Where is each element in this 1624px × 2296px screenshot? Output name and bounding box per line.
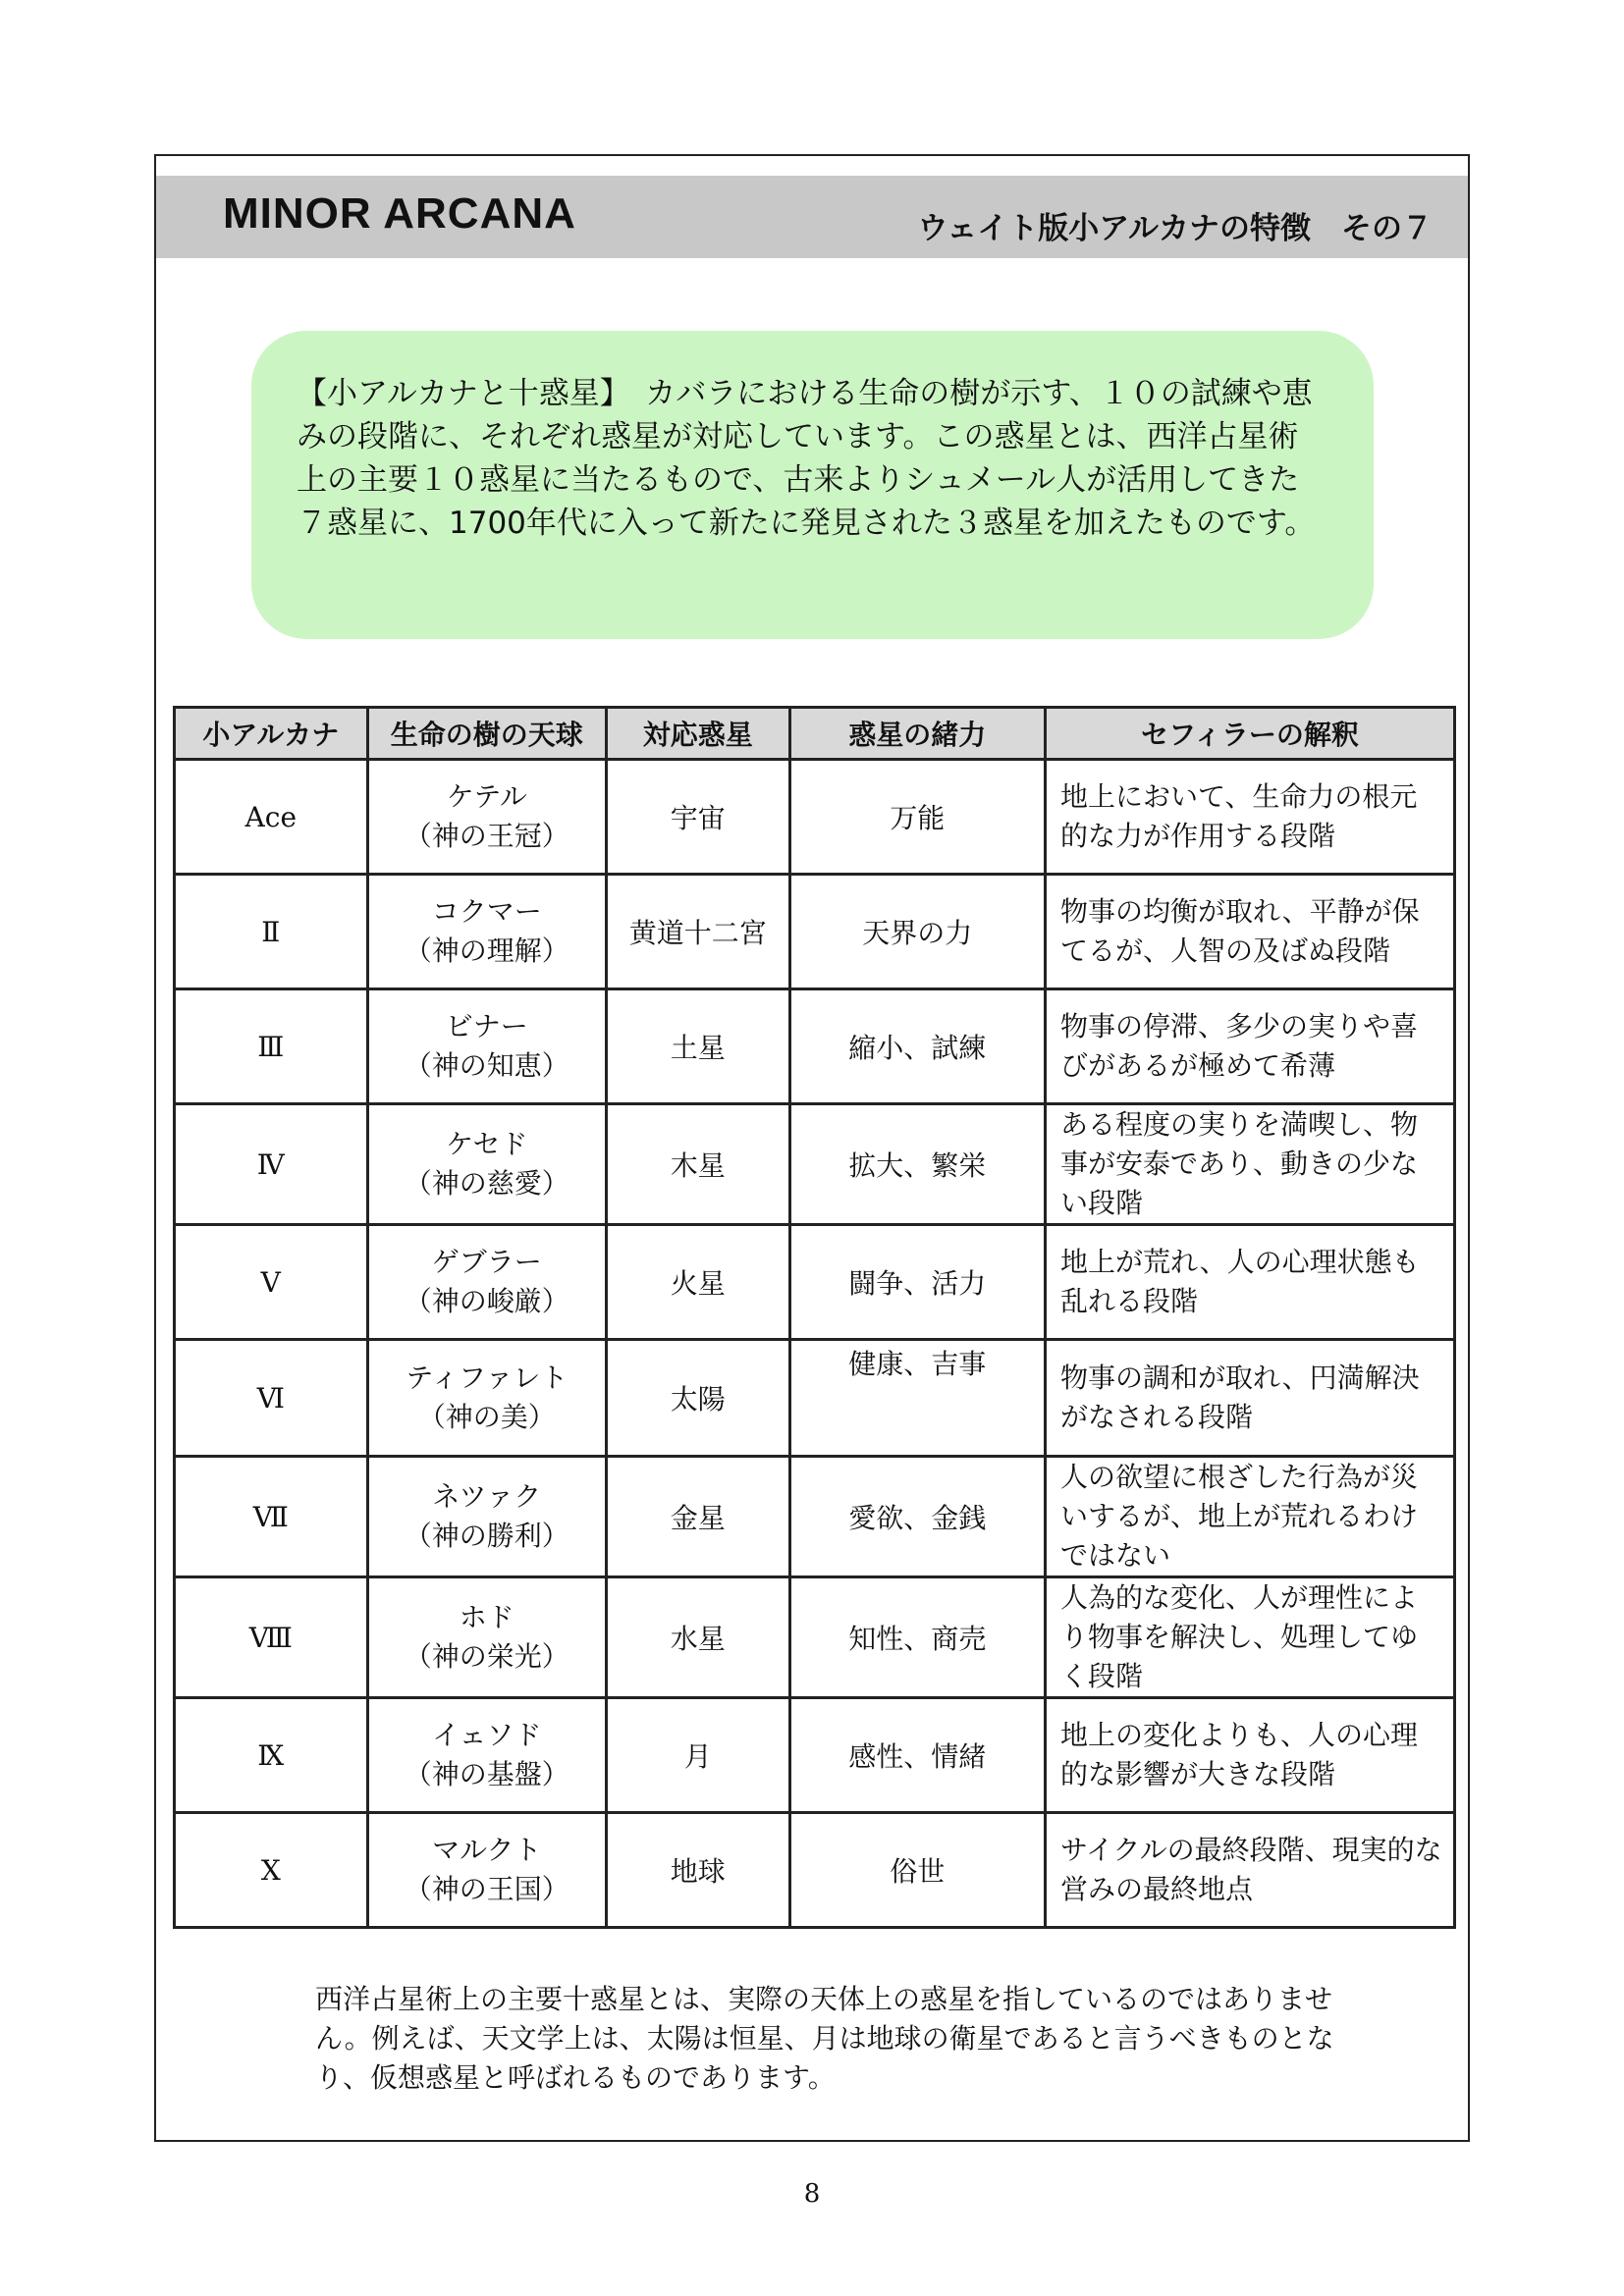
arcana-cell: Ace: [175, 760, 368, 875]
planet-cell: 宇宙: [607, 760, 790, 875]
sphere-cell: [367, 1698, 606, 1813]
interpretation-cell: 人為的な変化、人が理性により物事を解決し、処理してゆく段階: [1045, 1577, 1454, 1698]
header-arcana: 小アルカナ: [175, 708, 368, 760]
arcana-cell: Ⅱ: [175, 875, 368, 989]
sphere-god: （神の王国）: [404, 1873, 569, 1905]
power-cell: 拡大、繁栄: [789, 1104, 1045, 1225]
arcana-cell: Ⅶ: [175, 1457, 368, 1577]
interpretation-cell: 物事の均衡が取れ、平静が保てるが、人智の及ばぬ段階: [1045, 875, 1454, 989]
table-row: [175, 1813, 1455, 1928]
arcana-cell: Ⅸ: [175, 1698, 368, 1813]
planet-cell: 木星: [607, 1104, 790, 1225]
header-power: 惑星の緒力: [789, 708, 1045, 760]
sphere-name: コクマー: [431, 895, 542, 928]
interpretation-cell: 地上が荒れ、人の心理状態も乱れる段階: [1045, 1225, 1454, 1340]
sphere-name: ビナー: [445, 1010, 528, 1042]
intro-callout: [251, 331, 1374, 639]
sphere-cell: [367, 760, 606, 875]
power-cell: 闘争、活力: [789, 1225, 1045, 1340]
sphere-god: （神の勝利）: [404, 1520, 569, 1552]
interpretation-cell: 地上の変化よりも、人の心理的な影響が大きな段階: [1045, 1698, 1454, 1813]
table-row: [175, 1104, 1455, 1225]
sphere-name: ネツァク: [432, 1480, 542, 1513]
planet-cell: 黄道十二宮: [607, 875, 790, 989]
sphere-god: （神の知恵）: [404, 1049, 569, 1082]
header-sphere: 生命の樹の天球: [367, 708, 606, 760]
sphere-god: （神の基盤）: [404, 1758, 569, 1790]
header-planet: 対応惑星: [607, 708, 790, 760]
interpretation-cell: 人の欲望に根ざした行為が災いするが、地上が荒れるわけではない: [1045, 1457, 1454, 1577]
table-row: [175, 875, 1455, 989]
page-subtitle: ウェイト版小アルカナの特徴 その７: [917, 211, 1433, 246]
interpretation-cell: 物事の調和が取れ、円満解決がなされる段階: [1045, 1340, 1454, 1457]
sphere-god: （神の慈愛）: [404, 1167, 569, 1200]
power-cell: 天界の力: [789, 875, 1045, 989]
sphere-god: （神の美）: [417, 1401, 556, 1433]
arcana-cell: Ⅲ: [175, 989, 368, 1104]
arcana-cell: Ⅹ: [175, 1813, 368, 1928]
sphere-name: マルクト: [432, 1834, 542, 1866]
sphere-cell: [367, 1225, 606, 1340]
sphere-name: ゲブラー: [431, 1246, 542, 1278]
planet-cell: 水星: [607, 1577, 790, 1698]
table-row: [175, 1577, 1455, 1698]
interpretation-cell: サイクルの最終段階、現実的な営みの最終地点: [1045, 1813, 1454, 1928]
sphere-cell: [367, 1813, 606, 1928]
page-title: MINOR ARCANA: [223, 189, 576, 238]
footnote: 西洋占星術上の主要十惑星とは、実際の天体上の惑星を指しているのではありません。例えば、天文学上は、太陽は恒星、月は地球の衛星であると言うべきものとなり、仮想惑星と呼ばれるものであります。: [315, 1983, 1334, 2094]
header-interpretation: セフィラーの解釈: [1045, 708, 1454, 760]
power-cell: 健康、吉事: [789, 1340, 1045, 1457]
interpretation-cell: 物事の停滞、多少の実りや喜びがあるが極めて希薄: [1045, 989, 1454, 1104]
planet-cell: 金星: [607, 1457, 790, 1577]
sphere-god: （神の王冠）: [404, 820, 569, 852]
header-bar: [156, 176, 1468, 258]
page-frame: [154, 154, 1470, 2142]
arcana-cell: Ⅷ: [175, 1577, 368, 1698]
sphere-name: ホド: [459, 1601, 514, 1633]
sphere-cell: [367, 1104, 606, 1225]
table-row: [175, 1457, 1455, 1577]
sphere-cell: [367, 1457, 606, 1577]
arcana-cell: Ⅳ: [175, 1104, 368, 1225]
sphere-god: （神の峻厳）: [404, 1285, 569, 1317]
planet-cell: 火星: [607, 1225, 790, 1340]
arcana-planet-table: [173, 706, 1456, 1929]
intro-heading: 【小アルカナと十惑星】: [297, 376, 616, 411]
power-cell: 知性、商売: [789, 1577, 1045, 1698]
power-cell: 俗世: [789, 1813, 1045, 1928]
sphere-god: （神の理解）: [404, 934, 569, 967]
planet-cell: 月: [607, 1698, 790, 1813]
intro-text: カバラにおける生命の樹が示す、１０の試練や恵みの段階に、それぞれ惑星が対応しています。この惑星とは、西洋占星術上の主要１０惑星に当たるもので、古来よりシュメール人が活用してきた７惑星に、1700年代に入って新たに発見された３惑星を加えたものです。: [297, 376, 1316, 541]
sphere-name: ティファレト: [406, 1362, 568, 1394]
table-row: [175, 760, 1455, 875]
power-cell: 万能: [789, 760, 1045, 875]
table-row: [175, 1225, 1455, 1340]
arcana-cell: Ⅵ: [175, 1340, 368, 1457]
arcana-cell: Ⅴ: [175, 1225, 368, 1340]
interpretation-cell: ある程度の実りを満喫し、物事が安泰であり、動きの少ない段階: [1045, 1104, 1454, 1225]
sphere-name: ケテル: [446, 780, 527, 813]
power-cell: 愛欲、金銭: [789, 1457, 1045, 1577]
sphere-cell: [367, 875, 606, 989]
power-cell: 感性、情緒: [789, 1698, 1045, 1813]
sphere-cell: [367, 989, 606, 1104]
planet-cell: 太陽: [607, 1340, 790, 1457]
power-cell: 縮小、試練: [789, 989, 1045, 1104]
page-number: 8: [803, 2179, 821, 2209]
sphere-god: （神の栄光）: [404, 1640, 569, 1673]
table-row: [175, 1340, 1455, 1457]
planet-cell: 地球: [607, 1813, 790, 1928]
sphere-cell: [367, 1577, 606, 1698]
table-row: [175, 989, 1455, 1104]
table-row: [175, 1698, 1455, 1813]
planet-cell: 土星: [607, 989, 790, 1104]
sphere-name: ケセド: [446, 1128, 528, 1160]
table-header-row: [175, 708, 1455, 760]
sphere-name: イェソド: [432, 1719, 542, 1751]
sphere-cell: [367, 1340, 606, 1457]
interpretation-cell: 地上において、生命力の根元的な力が作用する段階: [1045, 760, 1454, 875]
